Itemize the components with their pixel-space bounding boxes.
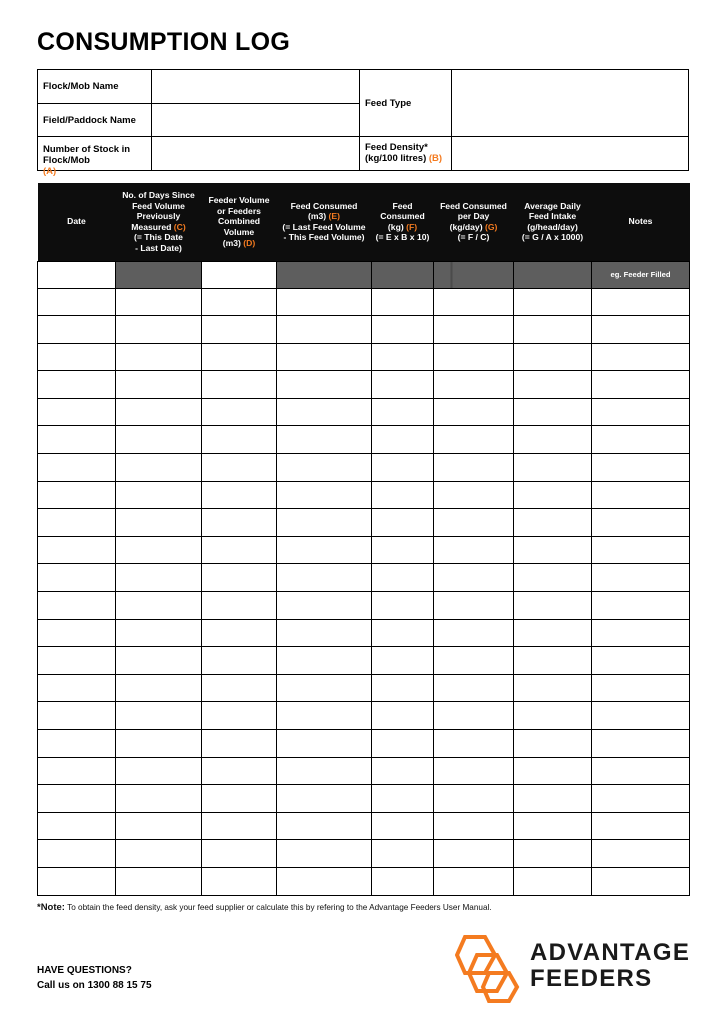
- table-row: [38, 674, 690, 702]
- table-row: [38, 592, 690, 620]
- table-cell[interactable]: [592, 647, 690, 675]
- table-cell[interactable]: [434, 398, 514, 426]
- table-cell[interactable]: [38, 509, 116, 537]
- column-header-0: [38, 183, 116, 261]
- table-cell[interactable]: [277, 536, 372, 564]
- table-cell[interactable]: [434, 426, 514, 454]
- column-header-formula: (= Last Feed Volume: [282, 221, 366, 232]
- column-header-line: per Day: [457, 211, 490, 222]
- table-cell[interactable]: [277, 343, 372, 371]
- table-cell[interactable]: [202, 840, 277, 868]
- contact-block: [37, 964, 152, 993]
- table-cell[interactable]: [202, 564, 277, 592]
- consumption-log-table: [37, 183, 690, 896]
- feed-density-field[interactable]: [452, 137, 688, 170]
- table-cell[interactable]: [372, 867, 434, 895]
- column-header-ref: (E): [328, 211, 340, 222]
- table-cell[interactable]: [116, 343, 202, 371]
- column-header-formula: (= G / A x 1000): [521, 232, 584, 243]
- table-cell[interactable]: [38, 343, 116, 371]
- table-cell[interactable]: [592, 343, 690, 371]
- table-cell[interactable]: [514, 564, 592, 592]
- table-cell[interactable]: [514, 730, 592, 758]
- table-row: [38, 426, 690, 454]
- table-cell[interactable]: [434, 454, 514, 482]
- table-cell[interactable]: [514, 481, 592, 509]
- table-cell[interactable]: [434, 316, 514, 344]
- footnote-text: To obtain the feed density, ask your feed supplier or calculate this by refering to the Advantage Feeders User Manual.: [64, 903, 492, 912]
- table-cell[interactable]: [434, 730, 514, 758]
- column-header-1: [116, 183, 202, 261]
- table-cell[interactable]: [277, 481, 372, 509]
- table-cell[interactable]: [38, 840, 116, 868]
- table-cell[interactable]: [277, 674, 372, 702]
- table-cell[interactable]: [372, 343, 434, 371]
- column-header-ref: (C): [173, 221, 186, 232]
- footnote-label: *Note:: [37, 902, 65, 913]
- flock-mob-name-field[interactable]: [152, 70, 359, 103]
- table-cell[interactable]: [372, 730, 434, 758]
- column-header-line: Measured: [131, 221, 172, 232]
- column-header-7: [592, 183, 690, 261]
- table-cell[interactable]: [372, 757, 434, 785]
- table-cell[interactable]: [592, 316, 690, 344]
- table-cell[interactable]: [202, 509, 277, 537]
- table-row: [38, 454, 690, 482]
- table-cell[interactable]: [277, 840, 372, 868]
- table-cell[interactable]: [592, 509, 690, 537]
- column-header-line: No. of Days Since: [122, 189, 195, 200]
- column-header-line: Feed Consumed: [440, 200, 507, 211]
- column-header-line: Feed: [392, 200, 413, 211]
- table-row: [38, 261, 690, 288]
- table-row: [38, 536, 690, 564]
- table-cell[interactable]: [434, 509, 514, 537]
- table-cell[interactable]: [116, 757, 202, 785]
- column-header-4: [372, 183, 434, 261]
- feed-density-label: [360, 137, 451, 170]
- column-header-formula: - Last Date): [135, 242, 182, 253]
- table-row: [38, 785, 690, 813]
- table-row: [38, 840, 690, 868]
- table-cell[interactable]: [116, 785, 202, 813]
- table-cell[interactable]: [592, 426, 690, 454]
- table-cell[interactable]: [372, 674, 434, 702]
- table-cell[interactable]: [514, 702, 592, 730]
- table-cell[interactable]: [116, 288, 202, 316]
- table-cell[interactable]: [38, 812, 116, 840]
- table-row: [38, 867, 690, 895]
- table-cell[interactable]: [514, 674, 592, 702]
- table-cell[interactable]: [38, 454, 116, 482]
- table-cell[interactable]: [116, 619, 202, 647]
- table-cell[interactable]: [372, 785, 434, 813]
- table-row: [38, 371, 690, 399]
- brand-line-2: FEEDERS: [530, 965, 653, 992]
- field-paddock-name-field[interactable]: [152, 104, 359, 136]
- table-cell[interactable]: [277, 592, 372, 620]
- feed-density-text: Feed Density*: [365, 142, 428, 153]
- table-cell[interactable]: [38, 261, 116, 288]
- table-cell[interactable]: [38, 647, 116, 675]
- stock-number-field[interactable]: [152, 137, 359, 170]
- table-cell[interactable]: [592, 757, 690, 785]
- table-cell[interactable]: [434, 481, 514, 509]
- column-header-formula: (= F / C): [457, 232, 490, 243]
- table-cell[interactable]: [372, 702, 434, 730]
- table-cell[interactable]: [514, 371, 592, 399]
- table-cell[interactable]: [434, 757, 514, 785]
- table-cell[interactable]: [434, 536, 514, 564]
- column-header-line: Feeder Volume: [208, 195, 270, 206]
- flock-mob-name-label: Flock/Mob Name: [43, 81, 119, 92]
- table-row: [38, 316, 690, 344]
- table-cell[interactable]: [38, 757, 116, 785]
- feed-density-unit: (kg/100 litres): [365, 153, 427, 164]
- table-cell[interactable]: [514, 536, 592, 564]
- table-cell[interactable]: [372, 840, 434, 868]
- table-cell[interactable]: [116, 592, 202, 620]
- table-cell[interactable]: [38, 867, 116, 895]
- table-cell[interactable]: [202, 261, 277, 288]
- table-cell[interactable]: [38, 536, 116, 564]
- table-cell[interactable]: [202, 288, 277, 316]
- table-cell[interactable]: [202, 647, 277, 675]
- table-cell[interactable]: [592, 730, 690, 758]
- table-cell[interactable]: [202, 426, 277, 454]
- table-cell[interactable]: [116, 867, 202, 895]
- table-cell[interactable]: [372, 619, 434, 647]
- column-header-line: Volume: [223, 227, 255, 238]
- table-cell[interactable]: [116, 536, 202, 564]
- table-cell[interactable]: [116, 730, 202, 758]
- table-cell[interactable]: [434, 592, 514, 620]
- table-cell[interactable]: [202, 757, 277, 785]
- column-header-line: (m3): [307, 211, 327, 222]
- table-cell[interactable]: [116, 426, 202, 454]
- table-cell[interactable]: [202, 702, 277, 730]
- table-row: [38, 509, 690, 537]
- table-cell[interactable]: [592, 867, 690, 895]
- stock-number-ref: (A): [43, 166, 57, 177]
- table-row: [38, 702, 690, 730]
- table-cell[interactable]: [514, 867, 592, 895]
- table-cell[interactable]: [514, 647, 592, 675]
- table-cell[interactable]: [434, 619, 514, 647]
- table-cell[interactable]: [372, 647, 434, 675]
- table-row: [38, 757, 690, 785]
- brand-wordmark: [530, 940, 690, 992]
- table-cell[interactable]: [514, 785, 592, 813]
- table-cell[interactable]: [592, 674, 690, 702]
- table-cell[interactable]: [592, 840, 690, 868]
- table-cell[interactable]: [592, 398, 690, 426]
- table-cell[interactable]: [277, 702, 372, 730]
- table-cell[interactable]: [277, 730, 372, 758]
- table-cell[interactable]: [372, 288, 434, 316]
- contact-phone[interactable]: 1300 88 15 75: [87, 979, 152, 991]
- table-row: [38, 730, 690, 758]
- table-cell[interactable]: [372, 592, 434, 620]
- column-header-formula: (= This Date: [134, 232, 183, 243]
- advantage-feeders-logo-icon: [455, 935, 521, 1003]
- table-cell[interactable]: [592, 812, 690, 840]
- column-header-line: Notes: [628, 216, 653, 227]
- table-cell[interactable]: [38, 398, 116, 426]
- table-cell[interactable]: [116, 261, 202, 288]
- table-cell[interactable]: [277, 867, 372, 895]
- table-cell[interactable]: [38, 619, 116, 647]
- table-cell[interactable]: [372, 261, 434, 288]
- table-cell[interactable]: [38, 564, 116, 592]
- contact-line: [37, 979, 152, 994]
- table-cell[interactable]: [116, 840, 202, 868]
- table-cell[interactable]: [514, 316, 592, 344]
- field-paddock-name-label: Field/Paddock Name: [43, 114, 136, 126]
- table-cell[interactable]: [277, 757, 372, 785]
- table-cell[interactable]: [277, 398, 372, 426]
- table-cell[interactable]: [372, 536, 434, 564]
- table-cell[interactable]: [434, 674, 514, 702]
- table-cell[interactable]: [514, 454, 592, 482]
- table-cell[interactable]: [372, 398, 434, 426]
- column-header-formula: - This Feed Volume): [283, 232, 365, 243]
- table-cell[interactable]: [434, 343, 514, 371]
- table-cell[interactable]: [277, 316, 372, 344]
- table-cell[interactable]: [277, 647, 372, 675]
- column-header-line: Average Daily: [524, 200, 581, 211]
- table-cell[interactable]: [116, 454, 202, 482]
- table-cell[interactable]: [372, 481, 434, 509]
- table-cell[interactable]: [38, 371, 116, 399]
- table-row: [38, 343, 690, 371]
- column-header-line: Date: [67, 216, 86, 227]
- table-cell[interactable]: [202, 730, 277, 758]
- column-header-line: Feed Intake: [528, 211, 577, 222]
- table-cell[interactable]: [277, 785, 372, 813]
- table-cell[interactable]: [514, 261, 592, 288]
- table-cell[interactable]: [514, 398, 592, 426]
- table-cell[interactable]: [202, 867, 277, 895]
- table-cell[interactable]: [514, 426, 592, 454]
- contact-prefix: Call us on: [37, 979, 88, 991]
- table-cell[interactable]: [202, 316, 277, 344]
- table-cell[interactable]: [116, 398, 202, 426]
- column-header-ref: (F): [406, 221, 418, 232]
- table-cell[interactable]: [116, 812, 202, 840]
- table-cell[interactable]: [116, 702, 202, 730]
- table-cell[interactable]: [514, 812, 592, 840]
- table-cell[interactable]: [277, 509, 372, 537]
- table-cell[interactable]: [116, 481, 202, 509]
- table-row: [38, 481, 690, 509]
- table-cell[interactable]: [116, 674, 202, 702]
- table-row: [38, 647, 690, 675]
- stock-number-text: Number of Stock in Flock/Mob: [43, 144, 131, 166]
- column-header-formula: (= E x B x 10): [375, 232, 430, 243]
- table-row: [38, 288, 690, 316]
- table-cell[interactable]: [38, 481, 116, 509]
- table-cell[interactable]: [434, 840, 514, 868]
- table-cell[interactable]: [277, 371, 372, 399]
- info-table: [37, 69, 689, 177]
- table-cell[interactable]: [592, 785, 690, 813]
- table-cell[interactable]: [277, 426, 372, 454]
- table-cell[interactable]: [592, 592, 690, 620]
- table-cell[interactable]: [202, 674, 277, 702]
- table-cell[interactable]: [202, 619, 277, 647]
- page-title: CONSUMPTION LOG: [37, 28, 291, 56]
- table-body: [38, 261, 690, 895]
- table-cell[interactable]: [202, 481, 277, 509]
- table-cell[interactable]: [592, 288, 690, 316]
- column-header-line: Consumed: [380, 211, 425, 222]
- table-cell[interactable]: [116, 371, 202, 399]
- table-cell[interactable]: [372, 509, 434, 537]
- feed-type-field[interactable]: [452, 70, 688, 136]
- column-header-line: Combined: [217, 216, 260, 227]
- table-cell[interactable]: [202, 536, 277, 564]
- column-header-6: [514, 183, 592, 261]
- table-row: [38, 398, 690, 426]
- column-header-ref: (D): [243, 237, 256, 248]
- table-cell[interactable]: [514, 619, 592, 647]
- table-cell[interactable]: [277, 812, 372, 840]
- table-cell[interactable]: [38, 592, 116, 620]
- table-cell[interactable]: [116, 509, 202, 537]
- column-header-ref: (G): [484, 221, 498, 232]
- table-cell[interactable]: [514, 840, 592, 868]
- table-cell[interactable]: [38, 316, 116, 344]
- column-header-line: Previously: [136, 211, 181, 222]
- table-cell[interactable]: [372, 812, 434, 840]
- column-header-line: Feed Volume: [132, 200, 185, 211]
- table-header-row: [38, 183, 690, 261]
- table-cell[interactable]: [514, 343, 592, 371]
- table-cell[interactable]: [514, 757, 592, 785]
- table-cell[interactable]: [202, 398, 277, 426]
- table-cell[interactable]: [514, 509, 592, 537]
- table-cell[interactable]: [277, 619, 372, 647]
- column-header-3: [277, 183, 372, 261]
- table-cell[interactable]: [277, 454, 372, 482]
- table-cell[interactable]: [372, 316, 434, 344]
- stock-number-label: [38, 137, 151, 177]
- table-cell[interactable]: [38, 702, 116, 730]
- table-cell[interactable]: [372, 371, 434, 399]
- table-cell[interactable]: [434, 812, 514, 840]
- table-cell[interactable]: [116, 647, 202, 675]
- table-row: [38, 564, 690, 592]
- table-cell[interactable]: [38, 426, 116, 454]
- table-cell[interactable]: [434, 785, 514, 813]
- table-cell[interactable]: [277, 564, 372, 592]
- table-cell[interactable]: [434, 371, 514, 399]
- brand-line-1: ADVANTAGE: [530, 939, 691, 966]
- table-cell[interactable]: [202, 371, 277, 399]
- example-note-cell[interactable]: eg. Feeder Filled: [592, 261, 690, 288]
- table-cell[interactable]: [372, 426, 434, 454]
- table-cell[interactable]: [372, 564, 434, 592]
- column-header-line: (kg): [387, 221, 404, 232]
- column-header-line: (kg/day): [449, 221, 483, 232]
- feed-density-ref: (B): [428, 153, 443, 164]
- column-header-line: (g/head/day): [527, 221, 578, 232]
- footnote: [37, 902, 492, 913]
- table-cell[interactable]: [592, 702, 690, 730]
- table-cell[interactable]: [202, 812, 277, 840]
- table-cell[interactable]: [38, 785, 116, 813]
- table-cell[interactable]: [372, 454, 434, 482]
- table-cell[interactable]: [592, 619, 690, 647]
- feed-type-label: Feed Type: [365, 97, 412, 109]
- table-cell[interactable]: [592, 371, 690, 399]
- table-cell[interactable]: [434, 288, 514, 316]
- column-header-line: Feed Consumed: [290, 200, 358, 211]
- table-cell[interactable]: [434, 647, 514, 675]
- table-cell[interactable]: [116, 316, 202, 344]
- table-row: [38, 619, 690, 647]
- column-header-line: (m3): [222, 237, 241, 248]
- table-cell[interactable]: [434, 564, 514, 592]
- table-cell[interactable]: [202, 454, 277, 482]
- table-row: [38, 812, 690, 840]
- table-cell[interactable]: [202, 343, 277, 371]
- table-cell[interactable]: [202, 785, 277, 813]
- table-cell[interactable]: [592, 536, 690, 564]
- table-cell[interactable]: [514, 592, 592, 620]
- column-header-2: [202, 183, 277, 261]
- contact-heading: HAVE QUESTIONS?: [37, 965, 132, 976]
- column-header-line: or Feeders: [217, 205, 261, 216]
- table-cell[interactable]: [116, 564, 202, 592]
- table-cell[interactable]: [592, 564, 690, 592]
- table-cell[interactable]: [277, 288, 372, 316]
- table-cell[interactable]: [38, 674, 116, 702]
- table-cell[interactable]: [434, 867, 514, 895]
- table-cell[interactable]: [38, 288, 116, 316]
- table-cell[interactable]: [592, 454, 690, 482]
- table-cell[interactable]: [434, 261, 514, 288]
- table-cell[interactable]: [277, 261, 372, 288]
- column-header-5: [434, 183, 514, 261]
- table-cell[interactable]: [592, 481, 690, 509]
- table-cell[interactable]: [514, 288, 592, 316]
- table-cell[interactable]: [38, 730, 116, 758]
- table-cell[interactable]: [434, 702, 514, 730]
- table-cell[interactable]: [202, 592, 277, 620]
